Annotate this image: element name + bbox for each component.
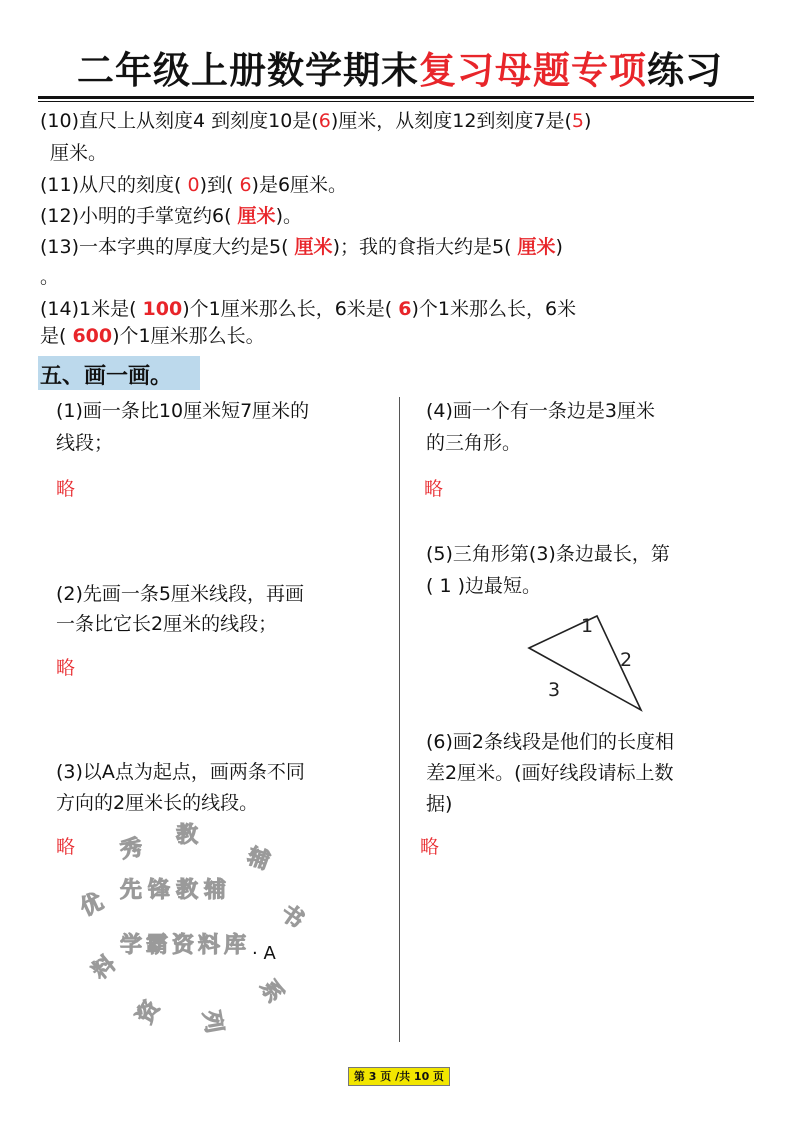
- problem-2-answer: 略: [56, 657, 76, 679]
- watermark-ring-char: 辅: [243, 842, 274, 875]
- problem-1-line2: 线段；: [56, 432, 114, 454]
- question-10: (10)直尺上从刻度4 到刻度10是(6)厘米，从刻度12到刻度7是(5): [40, 110, 592, 132]
- watermark-ring-char: 列: [197, 1008, 228, 1035]
- question-12: (12)小明的手掌宽约6( 厘米)。: [40, 205, 302, 227]
- page-number-footer: 第 3 页 /共 10 页: [348, 1067, 450, 1086]
- watermark-ring-char: 资: [131, 996, 166, 1029]
- watermark-ring-char: 书: [275, 899, 309, 934]
- question-11: (11)从尺的刻度( 0)到( 6)是6厘米。: [40, 174, 348, 196]
- triangle-side-3-label: 3: [548, 679, 561, 701]
- triangle-side-1-label: 1: [581, 615, 594, 637]
- problem-6-line2: 差2厘米。(画好线段请标上数: [426, 762, 674, 784]
- page-title: 二年级上册数学期末复习母题专项练习: [77, 49, 723, 92]
- watermark-ring-char: 教: [176, 822, 199, 848]
- question-14: (14)1米是( 100)个1厘米那么长，6米是( 6)个1米那么长，6米: [40, 298, 577, 320]
- triangle-side-2-label: 2: [620, 649, 633, 671]
- watermark-line1: 先锋教辅: [120, 877, 233, 903]
- point-a-label: · A: [252, 943, 276, 964]
- problem-6-line3: 据): [426, 793, 453, 815]
- problem-5-line2: ( 1 )边最短。: [426, 575, 541, 597]
- problem-3-answer: 略: [56, 836, 76, 858]
- problem-3-line1: (3)以A点为起点，画两条不同: [56, 761, 305, 783]
- question-13-cont: 。: [40, 266, 60, 288]
- section-header: 五、画一画。: [38, 356, 200, 390]
- problem-4-line1: (4)画一个有一条边是3厘米: [426, 400, 656, 422]
- question-13: (13)一本字典的厚度大约是5( 厘米)；我的食指大约是5( 厘米): [40, 236, 563, 258]
- problem-3-line2: 方向的2厘米长的线段。: [56, 792, 259, 814]
- problem-6-answer: 略: [420, 836, 440, 858]
- watermark-line2: 学霸资料库: [120, 932, 251, 958]
- problem-1-answer: 略: [56, 478, 76, 500]
- question-10-cont: 厘米。: [50, 142, 108, 164]
- watermark-ring-char: 料: [87, 950, 121, 985]
- problem-2-line1: (2)先画一条5厘米线段，再画: [56, 583, 305, 605]
- problem-4-line2: 的三角形。: [426, 432, 522, 454]
- watermark-ring-char: 秀: [118, 834, 145, 864]
- watermark-ring-char: 优: [76, 888, 108, 922]
- question-14-cont: 是( 600)个1厘米那么长。: [40, 325, 265, 347]
- problem-1-line1: (1)画一条比10厘米短7厘米的: [56, 400, 310, 422]
- problem-2-line2: 一条比它长2厘米的线段；: [56, 613, 278, 635]
- watermark-ring-char: 系: [254, 975, 289, 1008]
- problem-5-line1: (5)三角形第(3)条边最长，第: [426, 543, 670, 565]
- problem-6-line1: (6)画2条线段是他们的长度相: [426, 731, 675, 753]
- problem-4-answer: 略: [424, 478, 444, 500]
